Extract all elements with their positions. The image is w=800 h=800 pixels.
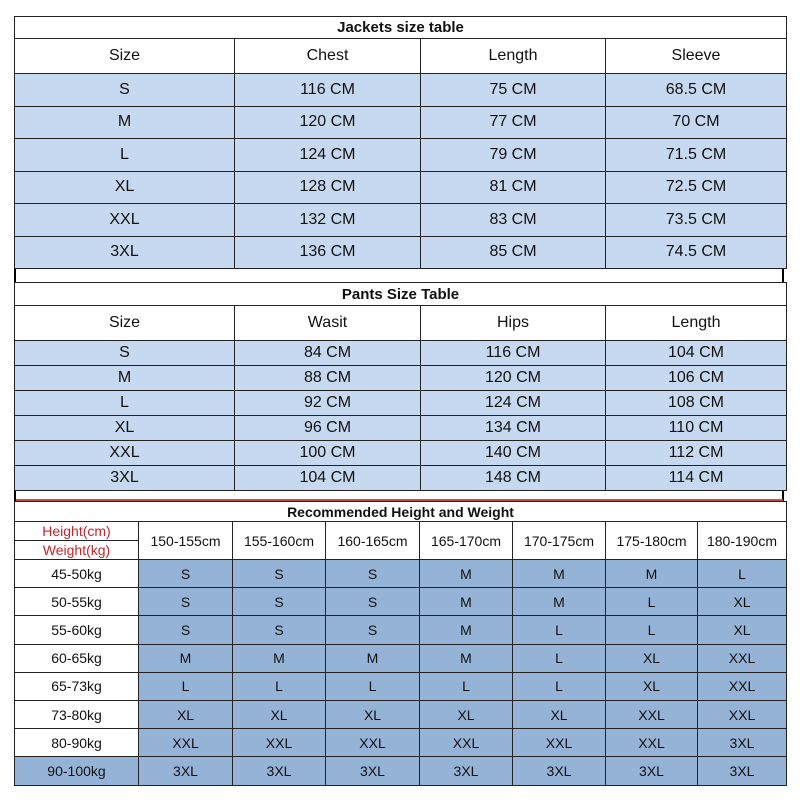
recommended-size-cell: L [513,644,606,672]
column-header: Chest [235,39,421,74]
measurement-cell: 70 CM [606,106,787,139]
recommended-size-cell: L [420,672,513,700]
measurement-cell: 100 CM [235,441,421,466]
column-header: Size [15,39,235,74]
measurement-cell: 88 CM [235,366,421,391]
measurement-cell: 114 CM [606,466,787,491]
header-row [15,306,787,341]
column-header: Length [421,39,606,74]
recommended-size-cell: 3XL [233,757,326,785]
recommended-size-cell: XL [698,588,787,616]
table-title: Recommended Height and Weight [15,502,787,522]
measurement-cell: 108 CM [606,391,787,416]
recommended-size-cell: L [139,672,233,700]
measurement-cell: 116 CM [235,74,421,107]
recommended-size-cell: S [139,560,233,588]
table-row [15,74,787,107]
recommended-size-cell: L [513,616,606,644]
height-range-header: 175-180cm [606,522,698,560]
recommended-size-cell: L [606,616,698,644]
table-row [15,416,787,441]
measurement-cell: 134 CM [421,416,606,441]
measurement-cell: 140 CM [421,441,606,466]
measurement-cell: 104 CM [606,341,787,366]
recommended-size-cell: XXL [698,700,787,728]
recommended-size-cell: M [233,644,326,672]
height-range-header: 160-165cm [326,522,420,560]
table-row [15,616,787,644]
recommended-size-cell: M [139,644,233,672]
height-label: Height(cm) [15,522,139,541]
recommended-size-cell: S [326,560,420,588]
measurement-cell: 132 CM [235,204,421,237]
weight-range: 73-80kg [15,700,139,728]
header-row [15,522,787,541]
weight-range: 55-60kg [15,616,139,644]
measurement-cell: 73.5 CM [606,204,787,237]
measurement-cell: 124 CM [235,139,421,172]
recommended-size-cell: S [233,588,326,616]
table-row [15,466,787,491]
measurement-cell: 136 CM [235,236,421,269]
recommended-size-cell: M [326,644,420,672]
table-row [15,441,787,466]
measurement-cell: 148 CM [421,466,606,491]
table-row [15,560,787,588]
recommended-size-cell: XXL [606,729,698,757]
measurement-cell: 81 CM [421,171,606,204]
recommended-size-cell: M [420,588,513,616]
jackets-size-table [14,16,787,269]
table-row [15,171,787,204]
measurement-cell: 120 CM [421,366,606,391]
recommended-size-cell: M [513,588,606,616]
size-cell: S [15,74,235,107]
size-cell: XXL [15,441,235,466]
recommended-size-cell: M [420,644,513,672]
table-row [15,391,787,416]
recommended-size-cell: XXL [420,729,513,757]
measurement-cell: 74.5 CM [606,236,787,269]
measurement-cell: 85 CM [421,236,606,269]
table-title: Jackets size table [15,17,787,39]
height-range-header: 180-190cm [698,522,787,560]
table-title: Pants Size Table [15,283,787,306]
column-header: Sleeve [606,39,787,74]
recommended-size-cell: XXL [326,729,420,757]
measurement-cell: 120 CM [235,106,421,139]
measurement-cell: 112 CM [606,441,787,466]
height-range-header: 165-170cm [420,522,513,560]
measurement-cell: 124 CM [421,391,606,416]
recommended-size-cell: M [606,560,698,588]
measurement-cell: 116 CM [421,341,606,366]
measurement-cell: 75 CM [421,74,606,107]
measurement-cell: 104 CM [235,466,421,491]
size-cell: L [15,391,235,416]
recommended-size-cell: S [139,616,233,644]
measurement-cell: 77 CM [421,106,606,139]
column-header: Size [15,306,235,341]
height-range-header: 150-155cm [139,522,233,560]
recommended-size-cell: XL [606,644,698,672]
title-row [15,283,787,306]
recommended-size-cell: M [420,560,513,588]
size-cell: XL [15,171,235,204]
table-row [15,757,787,785]
table-row [15,236,787,269]
table-row [15,644,787,672]
recommended-size-cell: XL [606,672,698,700]
recommended-size-cell: XXL [233,729,326,757]
weight-range: 60-65kg [15,644,139,672]
measurement-cell: 68.5 CM [606,74,787,107]
recommended-size-cell: S [233,560,326,588]
recommended-size-cell: XXL [606,700,698,728]
table-row [15,366,787,391]
recommended-size-cell: L [233,672,326,700]
recommended-size-cell: XL [420,700,513,728]
recommended-size-cell: 3XL [698,757,787,785]
title-row [15,17,787,39]
recommended-size-cell: 3XL [513,757,606,785]
recommended-size-cell: 3XL [139,757,233,785]
weight-range: 45-50kg [15,560,139,588]
measurement-cell: 96 CM [235,416,421,441]
recommended-size-cell: 3XL [606,757,698,785]
size-cell: S [15,341,235,366]
header-row [15,39,787,74]
table-row [15,672,787,700]
recommended-size-cell: M [513,560,606,588]
recommended-size-cell: 3XL [698,729,787,757]
size-cell: 3XL [15,236,235,269]
recommended-size-cell: 3XL [326,757,420,785]
recommended-height-weight-table [14,501,787,786]
weight-range: 90-100kg [15,757,139,785]
recommended-size-cell: XXL [513,729,606,757]
table-row [15,729,787,757]
recommended-size-cell: XL [326,700,420,728]
recommended-size-cell: S [139,588,233,616]
recommended-size-cell: XXL [698,644,787,672]
size-cell: XXL [15,204,235,237]
table-row [15,204,787,237]
size-cell: M [15,106,235,139]
recommended-size-cell: L [606,588,698,616]
size-cell: L [15,139,235,172]
table-row [15,106,787,139]
column-header: Wasit [235,306,421,341]
size-cell: XL [15,416,235,441]
measurement-cell: 71.5 CM [606,139,787,172]
title-row [15,502,787,522]
measurement-cell: 79 CM [421,139,606,172]
height-range-header: 170-175cm [513,522,606,560]
weight-range: 80-90kg [15,729,139,757]
pants-size-table [14,282,787,491]
measurement-cell: 92 CM [235,391,421,416]
weight-range: 50-55kg [15,588,139,616]
measurement-cell: 128 CM [235,171,421,204]
size-cell: 3XL [15,466,235,491]
recommended-size-cell: S [326,616,420,644]
recommended-size-cell: XXL [698,672,787,700]
recommended-size-cell: M [420,616,513,644]
weight-range: 65-73kg [15,672,139,700]
size-cell: M [15,366,235,391]
recommended-size-cell: XXL [139,729,233,757]
recommended-size-cell: XL [698,616,787,644]
table-row [15,588,787,616]
measurement-cell: 110 CM [606,416,787,441]
recommended-size-cell: 3XL [420,757,513,785]
column-header: Length [606,306,787,341]
height-range-header: 155-160cm [233,522,326,560]
table-row [15,341,787,366]
recommended-size-cell: S [233,616,326,644]
recommended-size-cell: L [326,672,420,700]
table-row [15,700,787,728]
recommended-size-cell: L [698,560,787,588]
weight-label: Weight(kg) [15,541,139,560]
table-row [15,139,787,172]
measurement-cell: 72.5 CM [606,171,787,204]
recommended-size-cell: XL [513,700,606,728]
measurement-cell: 106 CM [606,366,787,391]
recommended-size-cell: L [513,672,606,700]
column-header: Hips [421,306,606,341]
measurement-cell: 84 CM [235,341,421,366]
recommended-size-cell: XL [139,700,233,728]
measurement-cell: 83 CM [421,204,606,237]
recommended-size-cell: XL [233,700,326,728]
recommended-size-cell: S [326,588,420,616]
